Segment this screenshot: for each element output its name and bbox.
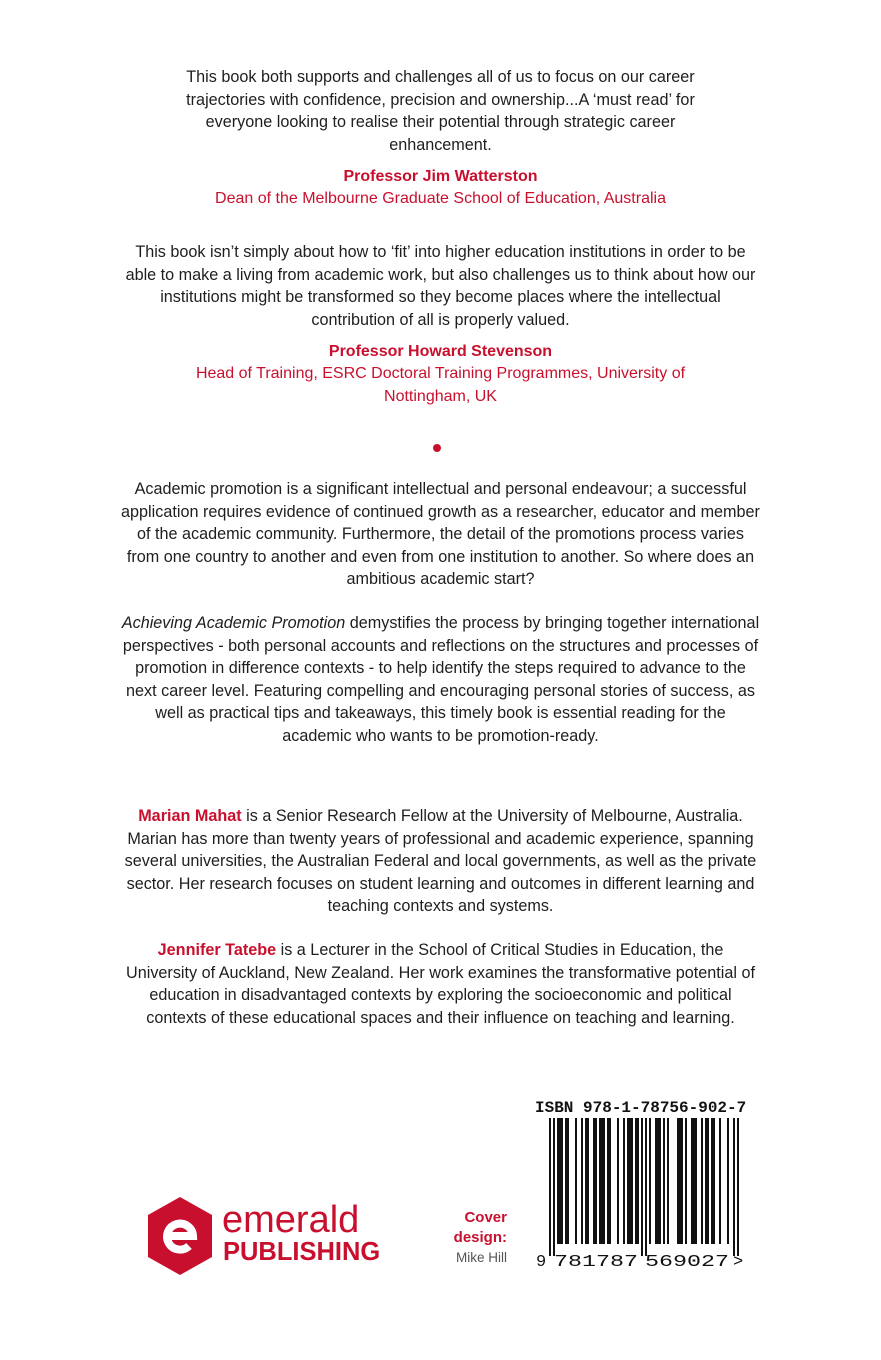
barcode-bar	[617, 1118, 619, 1244]
cover-credit	[433, 1208, 507, 1268]
barcode-bar	[601, 1118, 603, 1244]
barcode-bar	[677, 1118, 679, 1244]
barcode-bar	[607, 1118, 609, 1244]
barcode-bar	[587, 1118, 589, 1244]
barcode-bar	[679, 1118, 681, 1244]
endorser-name: Professor Jim Watterston	[343, 168, 538, 186]
barcode-bar	[623, 1118, 625, 1244]
book-description	[120, 478, 761, 748]
barcode-bar	[719, 1118, 721, 1244]
barcode-bar	[727, 1118, 729, 1244]
description-text: demystifies the process by bringing together international perspectives - both personal accounts and reflections on the structures and processes of promotion in difference contexts - to help identify the steps required to advance to the next career level. Featuring compelling and encouraging personal stories of success, as well as practical tips and takeaways, this timely book is essential reading for the academic who wants to be promotion-ready.	[122, 613, 760, 745]
author-bio-2	[120, 939, 761, 1029]
endorser-affiliation: Dean of the Melbourne Graduate School of Education, Australia	[215, 190, 666, 208]
barcode-bar	[713, 1118, 715, 1244]
barcode-bar	[649, 1118, 651, 1244]
barcode-bar	[695, 1118, 697, 1244]
description-paragraph-1: Academic promotion is a significant intellectual and personal endeavour; a successful application requires evidence of continued growth as a researcher, educator and member of the academic community. Furthermore, the detail of the promotions process varies from one country to another and even from one institution to another. So where does an ambitious academic start?	[121, 480, 760, 589]
barcode-guard-bar	[553, 1118, 555, 1256]
separator-dot	[433, 444, 441, 452]
book-title: Achieving Academic Promotion	[121, 613, 346, 632]
endorsement-quote: This book isn’t simply about how to ‘fit’ into higher education institutions in order to be able to make a living from academic work, but also challenges us to think about how our institutions might be transformed so they become places where the intellectual contribution of all is properly valued.	[125, 243, 756, 329]
isbn-label: ISBN 978-1-78756-902-7	[535, 1099, 747, 1117]
barcode-bar	[659, 1118, 661, 1244]
barcode-bar	[581, 1118, 583, 1244]
barcode-guard-bar	[733, 1118, 735, 1256]
isbn-barcode	[535, 1098, 747, 1274]
barcode-bar	[585, 1118, 587, 1244]
barcode-bar	[711, 1118, 713, 1244]
author-bio-1	[120, 805, 761, 918]
author-name: Marian Mahat	[138, 807, 242, 825]
author-bio-text: is a Senior Research Fellow at the University of Melbourne, Australia. Marian has more than twenty years of professional and academic experience, spanning several universities, the Australian Federal and local governments, as well as the private sector. Her research focuses on student learning and outcomes in different learning and teaching contexts and systems.	[124, 807, 757, 916]
barcode-bar	[693, 1118, 695, 1244]
barcode-bar	[663, 1118, 665, 1244]
barcode-bar	[561, 1118, 563, 1244]
cover-designer-name: Mike Hill	[455, 1250, 507, 1265]
barcode-bar	[567, 1118, 569, 1244]
barcode-digits-right: 569027	[645, 1253, 729, 1272]
barcode-bar	[701, 1118, 703, 1244]
barcode-bar	[599, 1118, 601, 1244]
barcode-bar	[685, 1118, 687, 1244]
barcode-bar	[575, 1118, 577, 1244]
barcode-bar	[707, 1118, 709, 1244]
barcode-bar	[655, 1118, 657, 1244]
cover-design-label: Cover design:	[453, 1209, 507, 1246]
barcode-bar	[681, 1118, 683, 1244]
barcode-bar	[637, 1118, 639, 1244]
barcode-bar	[657, 1118, 659, 1244]
barcode-bar	[705, 1118, 707, 1244]
author-name: Jennifer Tatebe	[157, 940, 277, 959]
barcode-guard-bar	[645, 1118, 647, 1256]
barcode-guard-bar	[737, 1118, 739, 1256]
barcode-bar	[627, 1118, 629, 1244]
barcode-guard-bar	[549, 1118, 551, 1256]
endorsement-1	[120, 66, 761, 211]
barcode-bar	[609, 1118, 611, 1244]
barcode-bar	[559, 1118, 561, 1244]
barcode-bar	[557, 1118, 559, 1244]
barcode-quiet-mark: >	[733, 1253, 744, 1272]
endorsement-2	[120, 241, 761, 409]
barcode-bar	[629, 1118, 631, 1244]
barcode-bar	[595, 1118, 597, 1244]
barcode-first-digit: 9	[536, 1253, 547, 1272]
author-bios	[120, 805, 761, 1029]
endorser-name: Professor Howard Stevenson	[328, 343, 553, 361]
publisher-subtitle: PUBLISHING	[223, 1238, 381, 1266]
barcode-bar	[603, 1118, 605, 1244]
barcode-bar	[635, 1118, 637, 1244]
barcode-bar	[667, 1118, 669, 1244]
author-bio-text: is a Lecturer in the School of Critical Studies in Education, the University of Auckland, New Zealand. Her work examines the transformative potential of education in disadvantaged contexts by exploring the socioeconomic and political contexts of these educational spaces and their influence on teaching and learning.	[126, 940, 755, 1027]
endorsement-quote: This book both supports and challenges all of us to focus on our career trajectories with confidence, precision and ownership...A ‘must read’ for everyone looking to realise their potential through strategic career enhancement.	[186, 68, 695, 154]
barcode-bar	[565, 1118, 567, 1244]
barcode-bars	[549, 1118, 739, 1256]
publisher-wordmark: emerald	[222, 1199, 360, 1241]
description-paragraph-2	[120, 612, 761, 748]
barcode-guard-bar	[641, 1118, 643, 1256]
barcode-digits-left: 781787	[554, 1253, 638, 1272]
barcode-bar	[691, 1118, 693, 1244]
barcode-bar	[631, 1118, 633, 1244]
publisher-logo	[146, 1196, 386, 1278]
barcode-bar	[593, 1118, 595, 1244]
endorser-affiliation: Head of Training, ESRC Doctoral Training Programmes, University of Nottingham, UK	[195, 365, 686, 405]
